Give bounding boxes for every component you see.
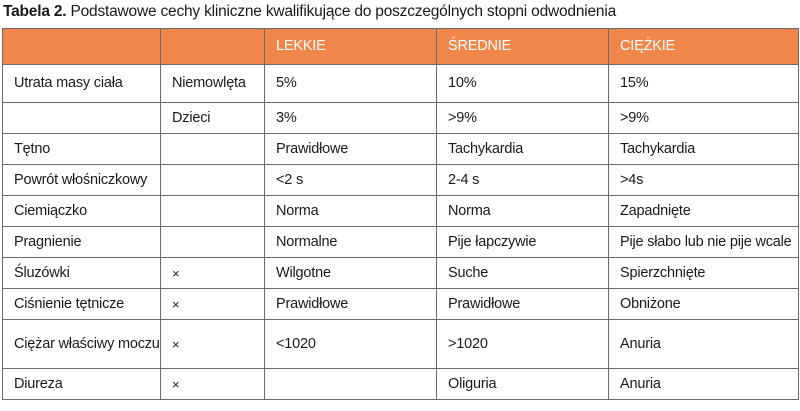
table-caption-text: Podstawowe cechy kliniczne kwalifikujące do poszczególnych stopni odwodnienia <box>70 3 616 20</box>
table-row <box>3 369 799 400</box>
table-cell: 5% <box>265 65 437 103</box>
table-cell <box>161 196 265 227</box>
table-cell: Prawidłowe <box>437 289 609 320</box>
table-cell: Prawidłowe <box>265 289 437 320</box>
table-cell: <2 s <box>265 165 437 196</box>
table-cell <box>265 369 437 400</box>
header-cell <box>3 29 161 65</box>
table-row <box>3 258 799 289</box>
table-caption <box>3 3 616 21</box>
header-cell <box>161 29 265 65</box>
table-cell: Norma <box>265 196 437 227</box>
table-cell: Pije łapczywie <box>437 227 609 258</box>
cross-mark-cell: × <box>161 320 265 369</box>
table-cell: Tętno <box>3 134 161 165</box>
table-cell <box>161 227 265 258</box>
table-cell: Prawidłowe <box>265 134 437 165</box>
table-cell: >4s <box>609 165 799 196</box>
table-cell: Tachykardia <box>437 134 609 165</box>
table-cell: Ciśnienie tętnicze <box>3 289 161 320</box>
table-cell: Oliguria <box>437 369 609 400</box>
table-cell: Dzieci <box>161 103 265 134</box>
table-row <box>3 227 799 258</box>
table-cell <box>161 134 265 165</box>
dehydration-table <box>2 28 799 400</box>
table-row <box>3 289 799 320</box>
table-cell: 10% <box>437 65 609 103</box>
table-cell: Norma <box>437 196 609 227</box>
cross-mark-cell: × <box>161 369 265 400</box>
table-cell: Anuria <box>609 369 799 400</box>
table-row <box>3 320 799 369</box>
table-cell: Spierzchnięte <box>609 258 799 289</box>
table-cell: Ciemiączko <box>3 196 161 227</box>
table-row <box>3 103 799 134</box>
table-cell: Wilgotne <box>265 258 437 289</box>
table-row <box>3 165 799 196</box>
table-cell: 3% <box>265 103 437 134</box>
table-cell <box>3 103 161 134</box>
table-cell: >9% <box>437 103 609 134</box>
table-cell: <1020 <box>265 320 437 369</box>
cross-mark-cell: × <box>161 258 265 289</box>
table-cell: 15% <box>609 65 799 103</box>
table-row <box>3 65 799 103</box>
table-cell: Ciężar właściwy moczu <box>3 320 161 369</box>
table-cell: Pije słabo lub nie pije wcale <box>609 227 799 258</box>
table-cell: Tachykardia <box>609 134 799 165</box>
table-cell: Powrót włośniczkowy <box>3 165 161 196</box>
table-cell: Utrata masy ciała <box>3 65 161 103</box>
table-cell: Obniżone <box>609 289 799 320</box>
table-cell: Anuria <box>609 320 799 369</box>
table-cell: Pragnienie <box>3 227 161 258</box>
table-cell: Zapadnięte <box>609 196 799 227</box>
header-cell-srednie: ŚREDNIE <box>437 29 609 65</box>
cross-mark-cell: × <box>161 289 265 320</box>
table-cell: >1020 <box>437 320 609 369</box>
table-cell: Normalne <box>265 227 437 258</box>
table-row <box>3 196 799 227</box>
table-cell: Suche <box>437 258 609 289</box>
table-cell: Niemowlęta <box>161 65 265 103</box>
table-cell: Śluzówki <box>3 258 161 289</box>
table-cell: >9% <box>609 103 799 134</box>
table-cell: Diureza <box>3 369 161 400</box>
header-cell-ciezkie: CIĘŻKIE <box>609 29 799 65</box>
table-caption-label: Tabela 2. <box>3 3 67 20</box>
header-cell-lekkie: LEKKIE <box>265 29 437 65</box>
table-cell: 2-4 s <box>437 165 609 196</box>
table-cell <box>161 165 265 196</box>
table-header-row <box>3 29 799 65</box>
table-row <box>3 134 799 165</box>
